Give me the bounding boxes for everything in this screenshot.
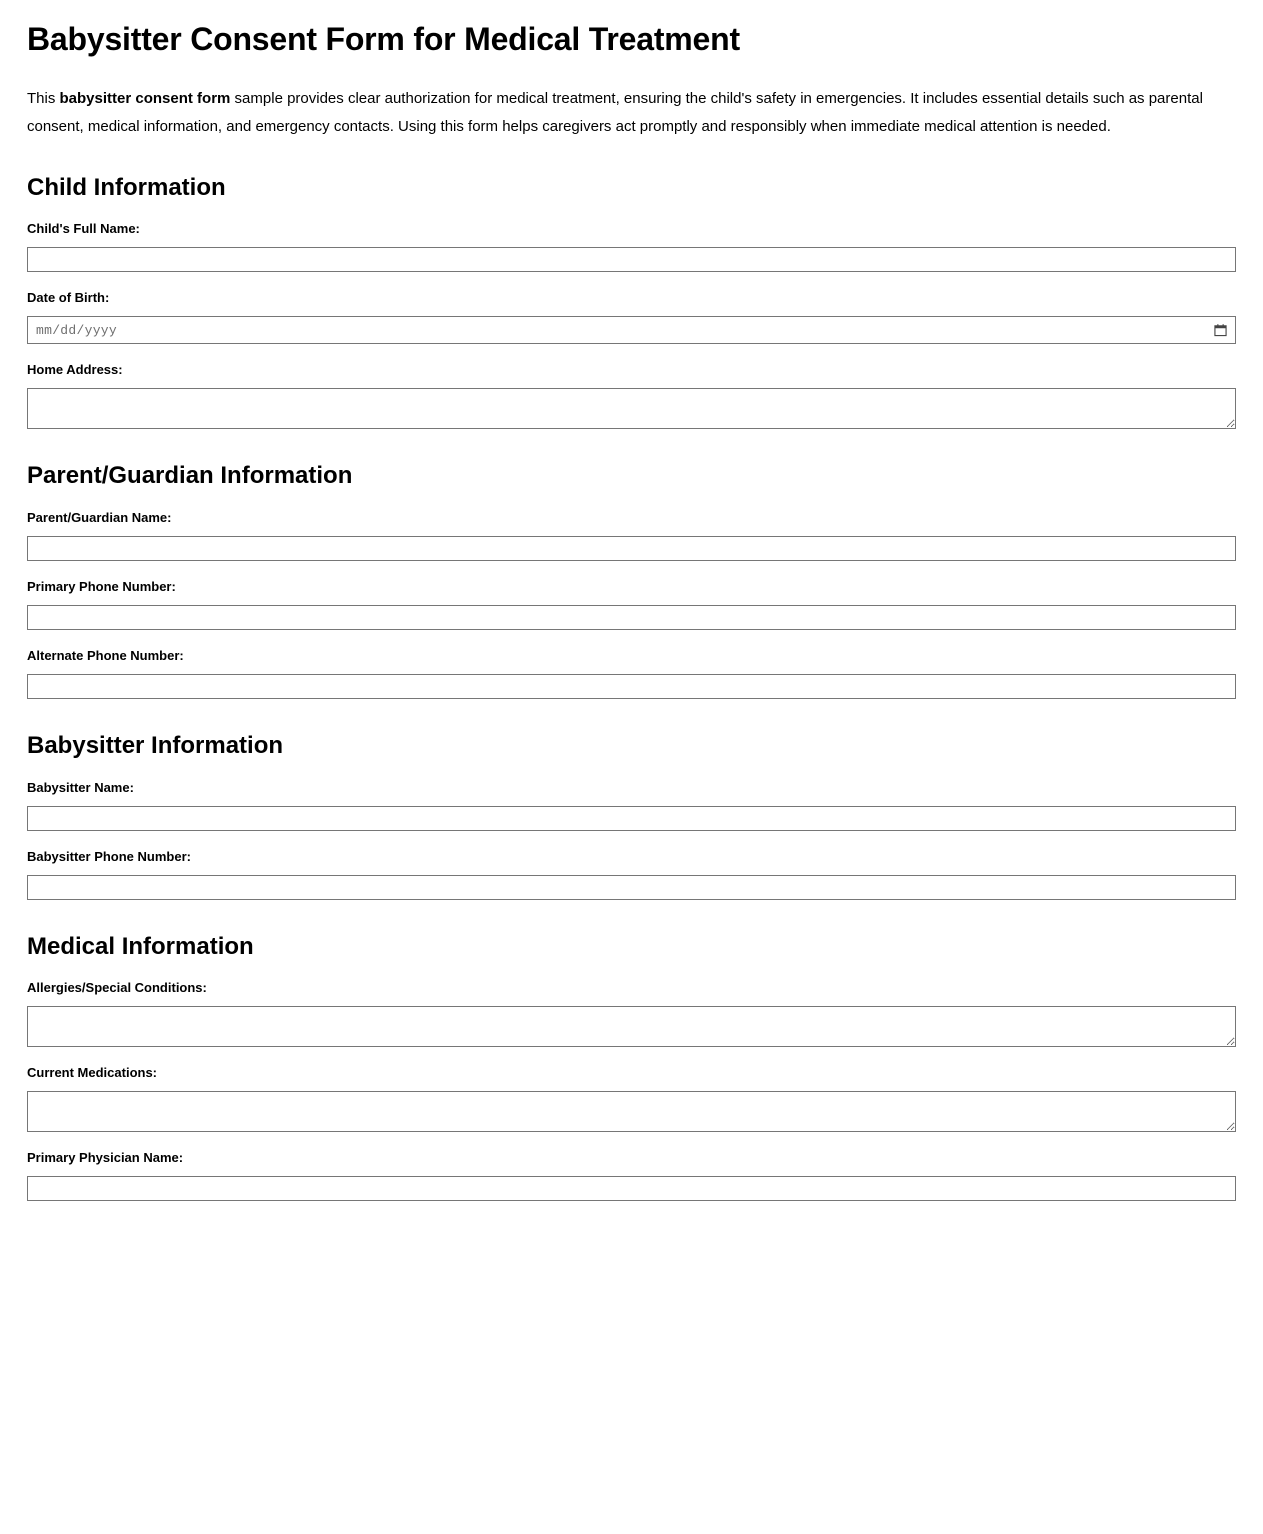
intro-rest: sample provides clear authorization for medical treatment, ensuring the child's safety in emergencies. It includes essential details such as parental consent, medical information, and emergency contacts. Using this form helps caregivers act promptly and responsibly when immediate medical attention is needed. bbox=[27, 89, 1203, 135]
intro-lead: This bbox=[27, 89, 60, 107]
label-babysitter-phone-number: Babysitter Phone Number: bbox=[27, 848, 191, 864]
field-parent-guardian-name bbox=[27, 510, 1236, 561]
label-primary-physician-name: Primary Physician Name: bbox=[27, 1150, 184, 1166]
calendar-icon[interactable] bbox=[1214, 324, 1227, 337]
input-child-full-name[interactable] bbox=[27, 247, 1236, 272]
label-child-full-name: Child's Full Name: bbox=[27, 221, 140, 237]
label-parent-guardian-name: Parent/Guardian Name: bbox=[27, 509, 172, 525]
field-date-of-birth bbox=[27, 290, 1236, 344]
section-heading-child-information: Child Information bbox=[27, 173, 226, 201]
date-of-birth-placeholder: mm/dd/yyyy bbox=[36, 322, 118, 338]
field-current-medications bbox=[27, 1065, 1236, 1132]
label-allergies-special-conditions: Allergies/Special Conditions: bbox=[27, 980, 207, 996]
section-heading-parent-guardian-information: Parent/Guardian Information bbox=[27, 462, 353, 490]
label-alternate-phone-number: Alternate Phone Number: bbox=[27, 647, 184, 663]
input-allergies-special-conditions[interactable] bbox=[27, 1006, 1236, 1047]
field-alternate-phone-number bbox=[27, 648, 1236, 699]
label-primary-phone-number: Primary Phone Number: bbox=[27, 578, 176, 594]
field-home-address bbox=[27, 362, 1236, 429]
field-primary-physician-name bbox=[27, 1150, 1236, 1201]
input-alternate-phone-number[interactable] bbox=[27, 674, 1236, 699]
section-heading-babysitter-information: Babysitter Information bbox=[27, 731, 284, 759]
page-title: Babysitter Consent Form for Medical Treatment bbox=[27, 21, 740, 57]
field-babysitter-name bbox=[27, 780, 1236, 831]
input-primary-physician-name[interactable] bbox=[27, 1176, 1236, 1201]
input-current-medications[interactable] bbox=[27, 1091, 1236, 1132]
section-heading-medical-information: Medical Information bbox=[27, 932, 254, 960]
input-date-of-birth[interactable] bbox=[27, 316, 1236, 344]
intro-bold-phrase: babysitter consent form bbox=[59, 89, 231, 107]
field-child-full-name bbox=[27, 221, 1236, 272]
label-babysitter-name: Babysitter Name: bbox=[27, 779, 134, 795]
input-babysitter-phone-number[interactable] bbox=[27, 875, 1236, 900]
field-allergies-special-conditions bbox=[27, 980, 1236, 1047]
label-date-of-birth: Date of Birth: bbox=[27, 290, 110, 306]
field-primary-phone-number bbox=[27, 579, 1236, 630]
input-home-address[interactable] bbox=[27, 388, 1236, 429]
input-parent-guardian-name[interactable] bbox=[27, 536, 1236, 561]
label-home-address: Home Address: bbox=[27, 362, 123, 378]
input-babysitter-name[interactable] bbox=[27, 806, 1236, 831]
field-babysitter-phone-number bbox=[27, 849, 1236, 900]
document-body bbox=[0, 21, 1263, 1201]
input-primary-phone-number[interactable] bbox=[27, 605, 1236, 630]
label-current-medications: Current Medications: bbox=[27, 1065, 158, 1081]
date-of-birth-field[interactable] bbox=[27, 316, 1236, 344]
intro-paragraph bbox=[27, 85, 1236, 141]
